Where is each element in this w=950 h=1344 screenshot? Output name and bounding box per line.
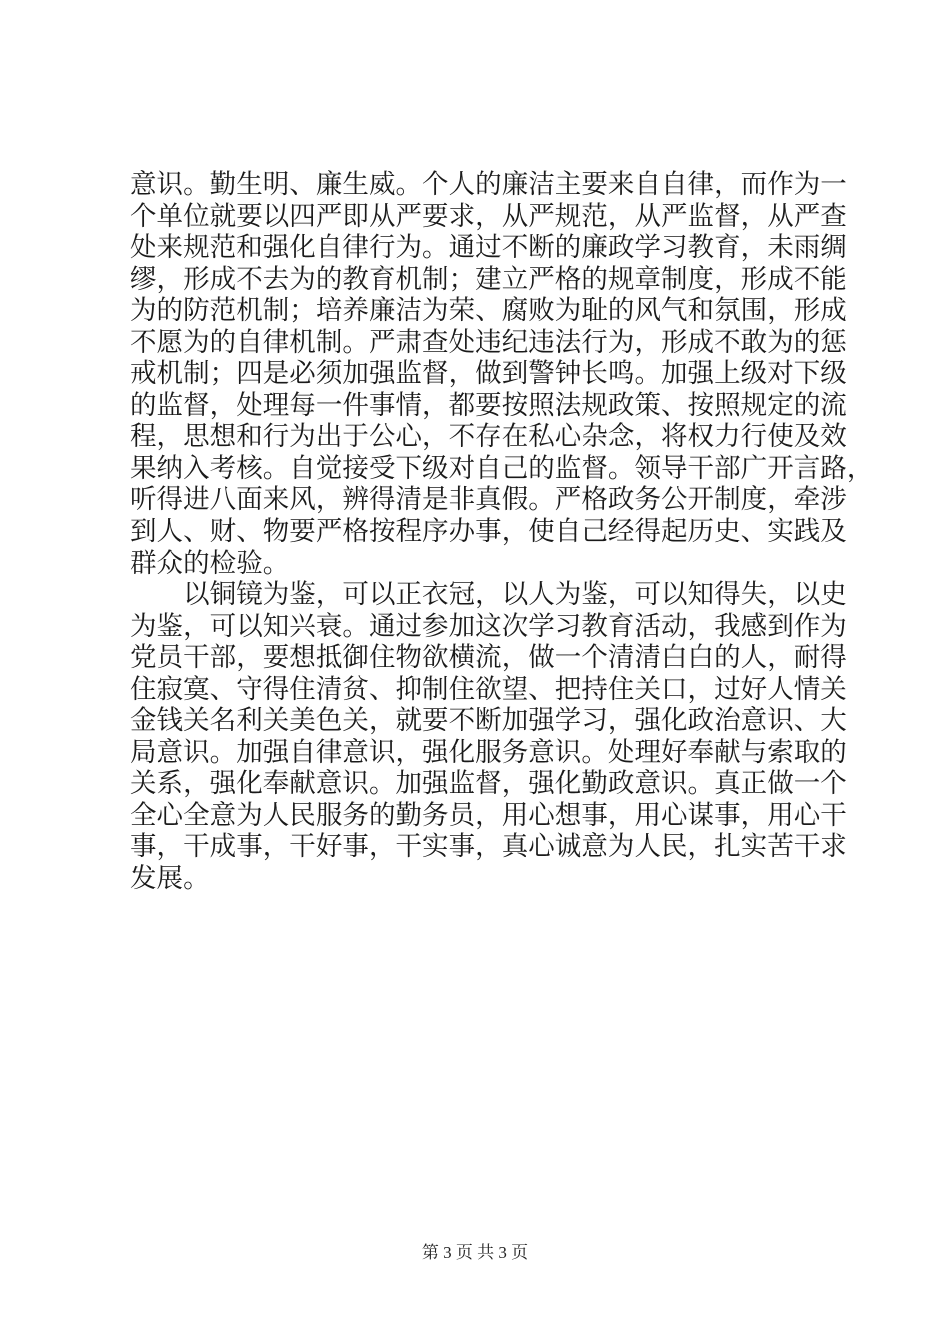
- text-line: 金钱关名利关美色关，就要不断加强学习，强化政治意识、大: [130, 705, 847, 737]
- text-line: 戒机制；四是必须加强监督，做到警钟长鸣。加强上级对下级: [130, 358, 847, 390]
- text-line: 程，思想和行为出于公心，不存在私心杂念，将权力行使及效: [130, 421, 847, 453]
- text-line: 意识。勤生明、廉生威。个人的廉洁主要来自自律，而作为一: [130, 169, 847, 200]
- text-line: 的监督，处理每一件事情，都要按照法规政策、按照规定的流: [130, 389, 847, 421]
- text-line: 到人、财、物要严格按程序办事，使自己经得起历史、实践及: [130, 516, 847, 548]
- text-line: 住寂寞、守得住清贫、抑制住欲望、把持住关口，过好人情关: [130, 673, 847, 705]
- text-line: 不愿为的自律机制。严肃查处违纪违法行为，形成不敢为的惩: [130, 326, 847, 358]
- text-line: 处来规范和强化自律行为。通过不断的廉政学习教育，未雨绸: [130, 232, 847, 264]
- text-line: 听得进八面来风，辨得清是非真假。严格政务公开制度，牵涉: [130, 484, 847, 516]
- document-body: [130, 169, 874, 895]
- text-line: 发展。: [130, 863, 210, 895]
- page-number-footer: 第 3 页 共 3 页: [421, 1243, 529, 1262]
- text-line: 群众的检验。: [130, 547, 290, 579]
- text-line: 为鉴，可以知兴衰。通过参加这次学习教育活动，我感到作为: [130, 610, 847, 642]
- text-line: 缪，形成不去为的教育机制；建立严格的规章制度，形成不能: [130, 263, 847, 295]
- text-line: 个单位就要以四严即从严要求，从严规范，从严监督，从严查: [130, 200, 847, 232]
- text-line: 全心全意为人民服务的勤务员，用心想事，用心谋事，用心干: [130, 799, 847, 831]
- text-line: 为的防范机制；培养廉洁为荣、腐败为耻的风气和氛围，形成: [130, 295, 847, 327]
- text-line: 关系，强化奉献意识。加强监督，强化勤政意识。真正做一个: [130, 768, 847, 800]
- text-line: 以铜镜为鉴，可以正衣冠，以人为鉴，可以知得失，以史: [130, 579, 847, 611]
- text-line: 果纳入考核。自觉接受下级对自己的监督。领导干部广开言路，: [130, 452, 874, 484]
- text-line: 党员干部，要想抵御住物欲横流，做一个清清白白的人，耐得: [130, 642, 847, 674]
- text-line: 事，干成事，干好事，干实事，真心诚意为人民，扎实苦干求: [130, 831, 847, 863]
- text-line: 局意识。加强自律意识，强化服务意识。处理好奉献与索取的: [130, 736, 847, 768]
